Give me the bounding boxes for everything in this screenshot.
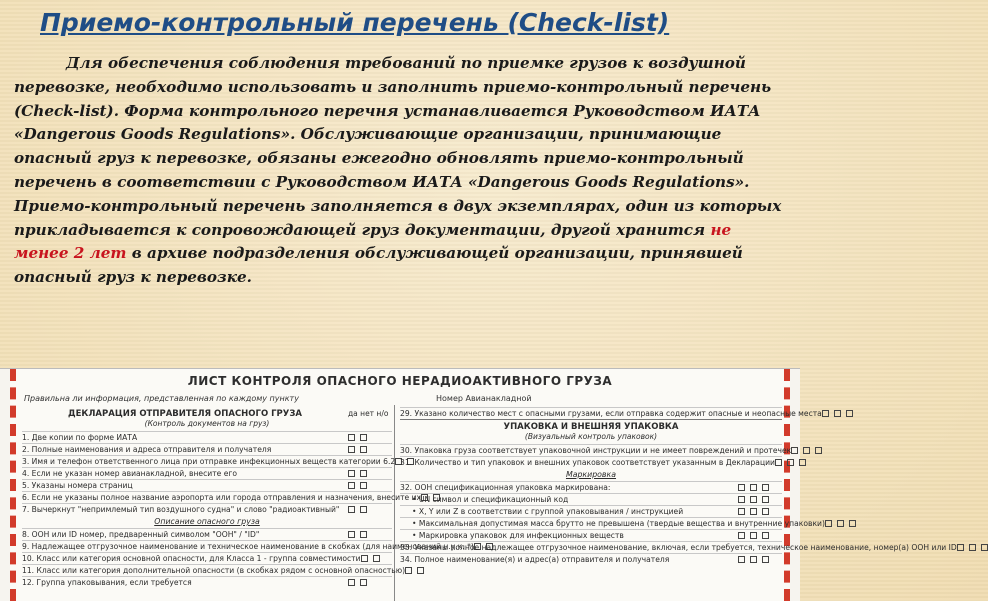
checkbox <box>738 496 745 503</box>
checklist-row <box>22 455 396 467</box>
checkbox-group <box>348 433 392 441</box>
checkbox <box>825 520 832 527</box>
checkbox <box>360 482 367 489</box>
left-section-subheading: (Контроль документов на груз) <box>144 419 270 428</box>
checkbox-group <box>957 543 988 551</box>
checkbox <box>360 434 367 441</box>
checkbox <box>775 459 782 466</box>
paragraph-highlight: не менее 2 лет <box>14 220 732 263</box>
checklist-row-text: 1. Две копии по форме ИАТА <box>22 433 138 442</box>
right-section-subheading: (Визуальный контроль упаковок) <box>524 432 658 441</box>
checkbox <box>738 556 745 563</box>
checklist-row <box>400 553 782 565</box>
checkbox <box>405 567 412 574</box>
checkbox-group <box>348 578 392 586</box>
checklist-row <box>400 529 782 541</box>
checkbox <box>360 446 367 453</box>
checkbox <box>849 520 856 527</box>
description-paragraph <box>14 52 786 290</box>
checkbox <box>750 532 757 539</box>
checklist-row-text: 5. Указаны номера страниц <box>22 481 133 490</box>
checkbox <box>360 470 367 477</box>
checkbox <box>762 508 769 515</box>
checklist-row <box>22 503 392 515</box>
checklist-row-text: • Максимальная допустимая масса брутто не превышена (твердые вещества и внутренние упаковки) <box>412 519 825 528</box>
checkbox <box>791 447 798 454</box>
checkbox-group <box>738 507 782 515</box>
checklist-row <box>22 491 422 503</box>
checkbox <box>762 496 769 503</box>
checkbox <box>750 484 757 491</box>
checkbox-group <box>348 481 392 489</box>
checkbox-group <box>738 495 782 503</box>
left-rows-a <box>22 431 422 515</box>
checkbox <box>360 506 367 513</box>
checklist-row <box>22 528 392 540</box>
checklist-row <box>22 467 392 479</box>
checkbox-group <box>361 554 392 562</box>
checkbox <box>373 555 380 562</box>
checkbox <box>834 410 841 417</box>
checkbox-group <box>822 409 853 417</box>
checkbox <box>787 459 794 466</box>
checklist-row-text: 34. Полное наименование(я) и адрес(а) отправителя и получателя <box>400 555 670 564</box>
checkbox <box>348 446 355 453</box>
checklist-row-text: 9. Надлежащее отгрузочное наименование и техническое наименование в скобках (для наименований н.у.к. *) <box>22 542 474 551</box>
yes-no-na-header: да нет н/о <box>348 408 389 418</box>
checklist-row-text: 4. Если не указан номер авианакладной, внесите его <box>22 469 238 478</box>
checklist-row <box>400 456 782 468</box>
checkbox <box>957 544 964 551</box>
right-rows-b <box>400 481 957 565</box>
checkbox <box>762 556 769 563</box>
checklist-row-text: 11. Класс или категория дополнительной опасности (в скобках рядом с основной опасностью) <box>22 566 406 575</box>
checkbox <box>738 532 745 539</box>
awb-number-label: Номер Авианакладной <box>436 394 532 403</box>
checkbox-group <box>348 469 392 477</box>
checklist-note: Правильна ли информация, представленная по каждому пункту <box>24 394 299 403</box>
checklist-row-text: 3. Имя и телефон ответственного лица при отправке инфекционных веществ категории 6.2 <box>22 457 396 466</box>
checkbox <box>348 482 355 489</box>
paragraph-text-part2: в архиве подразделения обслуживающей организации, принявшей опасный груз к перевозке. <box>14 244 743 287</box>
checklist-row <box>22 431 392 443</box>
checkbox <box>750 556 757 563</box>
right-section-heading: УПАКОВКА И ВНЕШНЯЯ УПАКОВКА <box>400 419 782 432</box>
checklist-document-image <box>0 368 957 601</box>
right-row-29 <box>400 407 822 419</box>
checklist-row <box>22 552 392 564</box>
checkbox <box>360 531 367 538</box>
checklist-row <box>400 444 792 456</box>
checklist-sheet <box>10 369 957 601</box>
checklist-row <box>400 517 825 529</box>
checkbox <box>837 520 844 527</box>
left-section-heading: ДЕКЛАРАЦИЯ ОТПРАВИТЕЛЯ ОПАСНОГО ГРУЗА <box>68 409 302 419</box>
left-column <box>22 407 474 588</box>
checklist-row-text: 30. Упаковка груза соответствует упаковочной инструкции и не имеет повреждений и протечек <box>400 446 792 455</box>
checkbox-group <box>348 505 392 513</box>
checklist-row-text: 8. ООН или ID номер, предваренный символом "ООН" / "ID" <box>22 530 260 539</box>
checklist-row-text: • X, Y или Z в соответствии с группой упаковывания / инструкцией <box>412 507 684 516</box>
checklist-row-text: • UN символ и спецификационный код <box>412 495 569 504</box>
left-section-header <box>22 407 392 419</box>
checkbox-group <box>775 458 806 466</box>
checklist-row-text: 6. Если не указаны полное название аэропорта или города отправления и назначения, внесите их <box>22 493 422 502</box>
checkbox <box>417 567 424 574</box>
checklist-row-text: 32. ООН спецификационная упаковка маркирована: <box>400 483 611 492</box>
right-rows-a <box>400 444 792 468</box>
right-column <box>400 407 957 565</box>
checkbox <box>762 484 769 491</box>
checkbox <box>348 506 355 513</box>
checkbox <box>762 532 769 539</box>
checklist-row <box>400 481 782 493</box>
checkbox-group <box>348 445 392 453</box>
checklist-row-text: 7. Вычеркнут "непримлемый тип воздушного судна" и слово "радиоактивный" <box>22 505 340 514</box>
checkbox-group <box>405 566 424 574</box>
checklist-row-text: 2. Полные наименования и адреса отправителя и получателя <box>22 445 272 454</box>
checkbox <box>815 447 822 454</box>
checkbox <box>348 579 355 586</box>
left-rows-b <box>22 528 474 588</box>
checklist-row-text: 10. Класс или категория основной опасности, для Класса 1 - группа совместимости <box>22 554 361 563</box>
checklist-row-text: 29. Указано количество мест с опасными грузами, если отправка содержит опасные и неопасные места <box>400 409 822 418</box>
checkbox <box>738 484 745 491</box>
checkbox-group <box>738 555 782 563</box>
checklist-row <box>22 564 406 576</box>
checklist-row-text: • Маркировка упаковок для инфекционных веществ <box>412 531 624 540</box>
checkbox <box>981 544 988 551</box>
checkbox-group <box>825 519 856 527</box>
checklist-row-text: 12. Группа упаковывания, если требуется <box>22 578 192 587</box>
checklist-row <box>400 541 957 553</box>
right-mid-heading: Маркировка <box>565 470 617 479</box>
checkbox <box>803 447 810 454</box>
checklist-row <box>22 576 392 588</box>
checkbox <box>348 434 355 441</box>
checkbox <box>750 508 757 515</box>
checklist-row <box>22 540 474 552</box>
checklist-row <box>22 479 392 491</box>
checkbox-group <box>738 483 782 491</box>
checkbox <box>361 555 368 562</box>
checkbox <box>738 508 745 515</box>
checkbox <box>750 496 757 503</box>
checkbox <box>360 579 367 586</box>
checkbox <box>846 410 853 417</box>
checklist-row <box>22 443 392 455</box>
checkbox-group <box>791 446 822 454</box>
checkbox <box>799 459 806 466</box>
left-mid-heading: Описание опасного груза <box>154 517 260 526</box>
page-title: Приемо-контрольный перечень (Check-list) <box>40 8 670 37</box>
checklist-row <box>400 493 782 505</box>
checkbox <box>822 410 829 417</box>
checklist-row-text: 31. Количество и тип упаковок и внешних упаковок соответствует указанным в Декларации <box>400 458 775 467</box>
paragraph-text-part1: Для обеспечения соблюдения требований по приемке грузов к воздушной перевозке, необходимо использовать и заполнить приемо-контрольный перечень (Check-list). Форма контрольного перечня устанавливается Руководством ИАТА «Dangerous Goods Regulations». Обслуживающие организации, принимающие опасный груз к перевозке, обязаны ежегодно обновлять приемо-контрольный перечень в соответствии с Руководством ИАТА «Dangerous Goods Regulations». Приемо-контрольный перечень заполняется в двух экземплярах, один из которых прикладывается к сопровождающей груз документации, другой хранится <box>14 54 782 239</box>
checkbox <box>969 544 976 551</box>
checkbox-group <box>348 530 392 538</box>
checkbox <box>348 531 355 538</box>
checkbox <box>348 470 355 477</box>
checklist-row <box>400 505 782 517</box>
checklist-row-text: 33. Указаны полное надлежащее отгрузочное наименование, включая, если требуется, техническое наименование, номер(а) ООН или ID <box>400 543 957 552</box>
checkbox-group <box>738 531 782 539</box>
checklist-row <box>400 407 822 419</box>
checklist-title: ЛИСТ КОНТРОЛЯ ОПАСНОГО НЕРАДИОАКТИВНОГО ГРУЗА <box>187 374 613 388</box>
